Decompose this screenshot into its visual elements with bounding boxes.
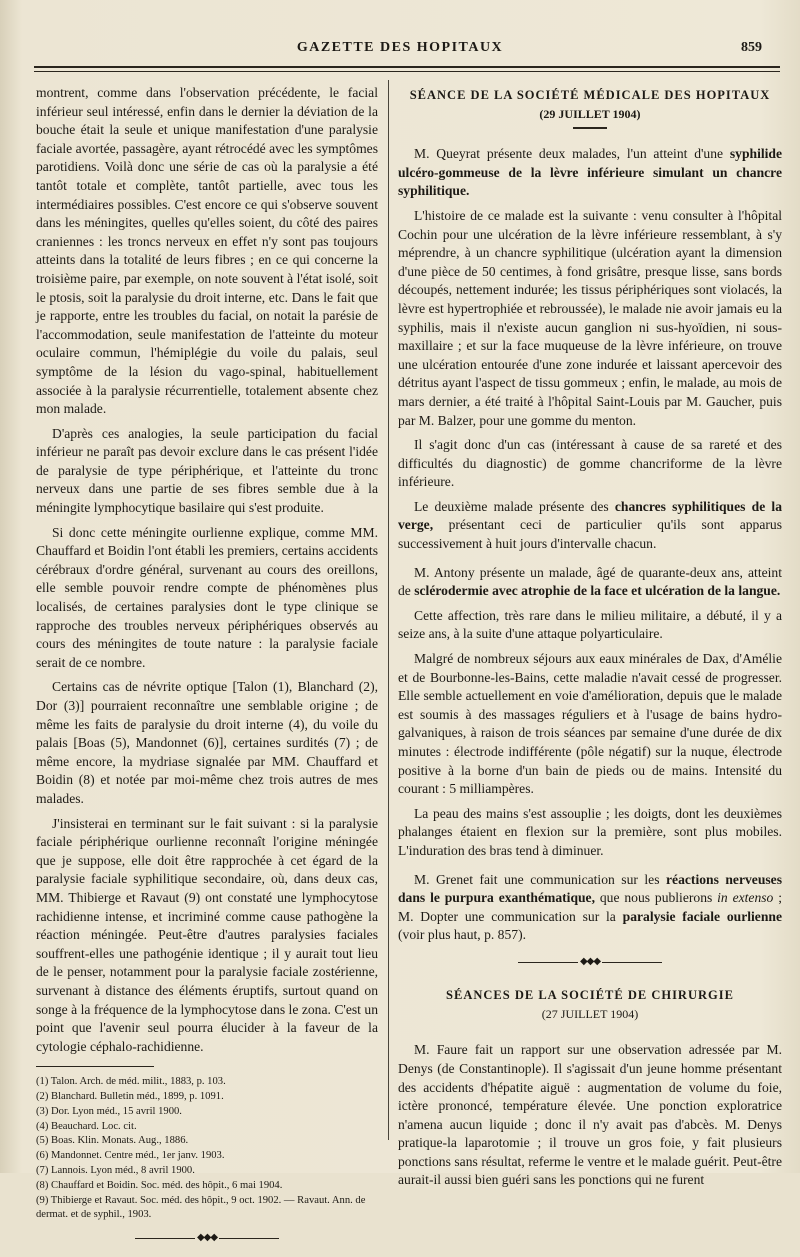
text-run: (voir plus haut, p. 857). bbox=[398, 927, 526, 943]
text-run: M. Antony présente un malade, âgé de quarante-deux ans, atteint de bbox=[398, 564, 782, 599]
footnote: (3) Dor. Lyon méd., 15 avril 1900. bbox=[36, 1105, 182, 1117]
end-ornament: ◆◆◆ bbox=[36, 1231, 378, 1247]
bold-run: syphilide ulcéro-gommeuse de la lèvre inférieure simulant un chancre syphilitique. bbox=[398, 146, 782, 199]
text-run: ; M. Dopter une communication sur la bbox=[398, 890, 782, 924]
section-rule bbox=[573, 127, 607, 129]
text-run: M. Grenet fait une communication sur les bbox=[414, 871, 667, 887]
paragraph: J'insisterai en terminant sur le fait suivant : si la paralysie faciale périphérique ourlienne reconnaît l'origine méningée que je suppose, elle doit être rapprochée à cet égard de la paralysie faciale syphilitique secondaire, où, dans deux cas, MM. Thibierge et Ravaut (9) ont constaté une lymphocytose rachidienne intense, et incriminé comme cause pathogène la réaction méningée. Peut-être d'autres paralysies faciales souffrent-elles une pathogénie identique ; il y aurait tout lieu de le penser, notamment pour la paralysie faciale zostérienne, survenant à distance des éléments éruptifs, surtout quand on songe à la fréquence de la lymphocytose dans le zona. C'est un point que l'avenir seul pourra élucider à la faveur de la cytologie céphalo-rachidienne. bbox=[36, 815, 378, 1054]
running-title: GAZETTE DES HOPITAUX bbox=[296, 40, 504, 55]
paragraph: Malgré de nombreux séjours aux eaux minérales de Dax, d'Amélie et de Bourbonne-les-Bains, cette maladie n'avait cessé de progresser. Elle semble actuellement en voie d'amélioration, depuis que le malade est soumis à des massages réguliers et à l'usage de bains hydro-galvaniques, à raison de trois séances par semaine d'une durée de dix minutes : électrode indifférente (pôle négatif) sur la nuque, électrode positive à la borne d'un bain de pieds ou de mains. Intensité du courant : 5 milliampères. bbox=[398, 651, 782, 797]
text-run: M. Queyrat présente deux malades, l'un atteint d'une bbox=[414, 146, 730, 162]
header-rule-thin bbox=[34, 71, 780, 72]
footnotes bbox=[36, 1066, 378, 1246]
footnote: (2) Blanchard. Bulletin méd., 1899, p. 1091. bbox=[36, 1091, 224, 1103]
running-head bbox=[38, 40, 762, 62]
header-rule bbox=[34, 66, 780, 68]
footnote: (6) Mandonnet. Centre méd., 1er janv. 1903. bbox=[36, 1150, 225, 1162]
footnote-rule bbox=[36, 1066, 154, 1067]
bold-run: chancres syphilitiques de la verge, bbox=[398, 498, 782, 533]
footnote: (9) Thibierge et Ravaut. Soc. méd. des hôpit., 9 oct. 1902. — Ravaut. Ann. de dermat. et de syphil., 1903. bbox=[36, 1194, 366, 1221]
text-run: que nous publierons bbox=[595, 890, 718, 906]
bold-run: paralysie faciale ourlienne bbox=[622, 908, 782, 924]
right-column bbox=[398, 84, 782, 1196]
paragraph: D'après ces analogies, la seule participation du facial inférieur ne paraît pas devoir exclure dans le cas présent l'idée de paralysie de type périphérique, et l'atteinte du tronc nerveux dans une partie de ses fibres semble due à la méningite lymphocytique basilaire qui s'est produite. bbox=[36, 425, 378, 516]
section-title: SÉANCES DE LA SOCIÉTÉ DE CHIRURGIE bbox=[446, 988, 734, 1003]
paragraph bbox=[398, 498, 782, 554]
paragraph: M. Faure fait un rapport sur une observation adressée par M. Denys (de Constantinople). Il s'agissait d'un jeune homme présentant des accidents d'hépatite aiguë : augmentation de volume du foie, ictère prononcé, température élevée. Une ponction exploratrice n'amena aucun liquide ; donc il n'y avait pas d'abcès. M. Denys pratique-la laparotomie ; il trouve un gros foie, y fait plusieurs ponctions sans résultat, referme le ventre et le malade guérit. Peut-être aurait-il aussi bien guéri sans les ponctions qui ne furent bbox=[398, 1042, 782, 1188]
section-ornament: ◆◆◆ bbox=[398, 953, 782, 972]
italic-run: in extenso bbox=[717, 890, 774, 906]
footnote: (7) Lannois. Lyon méd., 8 avril 1900. bbox=[36, 1165, 195, 1177]
paragraph bbox=[398, 564, 782, 601]
column-divider bbox=[388, 80, 389, 1140]
section-date: (27 JUILLET 1904) bbox=[541, 1006, 639, 1021]
paragraph: Si donc cette méningite ourlienne explique, comme MM. Chauffard et Boidin l'ont établi les premiers, certains accidents cérébraux d'ordre général, survenant au cours des oreillons, elle semble pouvoir rendre compte de phénomènes plus localisés, de certaines paralysies dont le type clinique se rapproche des troubles nerveux périphériques observés au cours des méningites de toute nature : la paralysie faciale serait de ce nombre. bbox=[36, 524, 378, 670]
paragraph bbox=[398, 871, 782, 945]
footnote: (4) Beauchard. Loc. cit. bbox=[36, 1120, 137, 1132]
paragraph: Il s'agit donc d'un cas (intéressant à cause de sa rareté et des difficultés du diagnostic) de gomme chancriforme de la lèvre inférieure. bbox=[398, 437, 782, 490]
bold-run: sclérodermie avec atrophie de la face et ulcération de la langue. bbox=[414, 583, 781, 599]
footnote: (5) Boas. Klin. Monats. Aug., 1886. bbox=[36, 1135, 189, 1147]
paragraph: La peau des mains s'est assouplie ; les doigts, dont les deuxièmes phalanges étaient en flexion sur la première, sont plus mobiles. L'induration des bras tend à diminuer. bbox=[398, 805, 782, 858]
paragraph: montrent, comme dans l'observation précédente, le facial inférieur seul intéressé, enfin dans le dernier la déviation de la bouche était la seule et unique manifestation d'une paralysie faciale avortée, passagère, ayant rétrocédé avec les symptômes parotidiens. Voilà donc une série de cas où la paralysie a été tantôt totale et complète, tantôt partielle, avec tous les intermédiaires possibles. C'est encore ce qui s'observe souvent dans les méningites, quelles qu'elles soient, du côté des paires craniennes : les troncs nerveux en effet n'y sont pas toujours atteints dans la totalité de leurs fibres ; en ce qui concerne la troisième paire, par exemple, on note souvent à l'état isolé, soit le ptosis, soit la paralysie du droit interne, etc. Dans le fait que je rapporte, entre les troubles du facial, on notait la parésie de l'accommodation, seule manifestation de l'atteinte du moteur oculaire commun, l'hémiplégie du voile du palais, seul symptôme de la lésion du vago-spinal, habituellement associée à la paralysie récurrentielle, totalement absente chez mon malade. bbox=[36, 85, 378, 417]
left-column bbox=[36, 84, 378, 1257]
footnote: (8) Chauffard et Boidin. Soc. méd. des hôpit., 6 mai 1904. bbox=[36, 1179, 283, 1191]
page-number: 859 bbox=[741, 40, 762, 55]
paragraph: Cette affection, très rare dans le milieu militaire, a débuté, il y a seize ans, à la suite d'une attaque polyarticulaire. bbox=[398, 607, 782, 642]
paragraph: Certains cas de névrite optique [Talon (1), Blanchard (2), Dor (3)] pourraient reconnaître une semblable origine ; de même les faits de paralysie du droit interne (4), du voile du palais [Boas (5), Mandonnet (6)], certaines surdités (7) ; de même encore, la mydriase signalée par MM. Chauffard et Boidin (8) et notée par moi-même chez trois autres de mes malades. bbox=[36, 679, 378, 806]
bold-run: réactions nerveuses dans le purpura exanthématique, bbox=[398, 871, 782, 906]
text-run: Le deuxième malade présente des bbox=[414, 498, 615, 514]
paragraph bbox=[398, 145, 782, 201]
paragraph: L'histoire de ce malade est la suivante : venu consulter à l'hôpital Cochin pour une ulcération de la lèvre inférieure ressemblant, à s'y méprendre, à un chancre syphilitique (ulcération ayant la dimension d'une pièce de 50 centimes, à fond grisâtre, presque lisse, sans bords découpés, nettement indurée; les tissus périphériques sont violacés, la lèvre est hypertrophiée et rebroussée), le malade nie avoir jamais eu la syphilis, mais il n'existe aucun ganglion ni sus-hyoïdien, ni sous-maxillaire ; et sur la face muqueuse de la lèvre inférieure, on trouve une ulcération entourée d'une zone indurée et laissant apercevoir des détritus ayant l'aspect de tissu gommeux ; enfin, le malade, au mois de mars dernier, a été traité à l'hôpital Saint-Louis par M. Gaucher, puis par M. Balzer, pour une gomme du menton. bbox=[398, 207, 782, 428]
text-run: présentant ceci de particulier qu'ils sont apparus successivement à huit jours d'intervalle chacun. bbox=[398, 517, 782, 552]
section-title: SÉANCE DE LA SOCIÉTÉ MÉDICALE DES HOPITAUX bbox=[409, 88, 771, 102]
footnote: (1) Talon. Arch. de méd. milit., 1883, p. 103. bbox=[36, 1076, 226, 1088]
section-date: (29 JUILLET 1904) bbox=[539, 106, 641, 121]
